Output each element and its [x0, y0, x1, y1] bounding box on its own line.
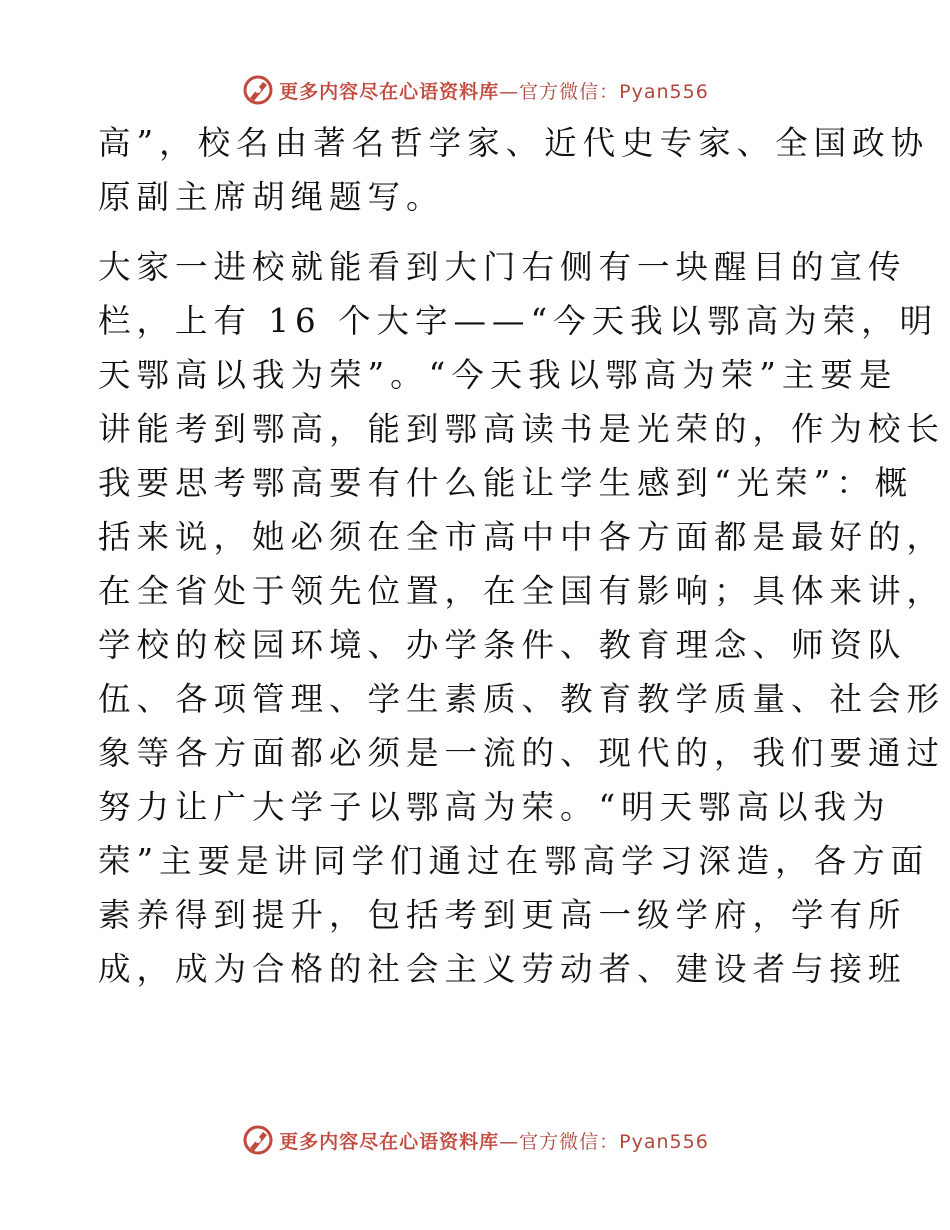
- header-wechat-text: 官方微信：Pyan556: [519, 80, 709, 103]
- footer-wechat-text: 官方微信：Pyan556: [519, 1130, 709, 1153]
- text-line: 荣”主要是讲同学们通过在鄂高学习深造，各方面: [98, 842, 930, 880]
- text-line: 象等各方面都必须是一流的、现代的，我们要通过: [98, 734, 946, 772]
- document-body: [98, 116, 946, 996]
- text-line: 伍、各项管理、学生素质、教育教学质量、社会形: [98, 680, 946, 718]
- pen-circle-icon: [241, 1123, 275, 1157]
- text-line: 大家一进校就能看到大门右侧有一块醒目的宣传: [98, 248, 907, 286]
- text-line: 在全省处于领先位置，在全国有影响；具体来讲，: [98, 572, 946, 610]
- header-site-text: 更多内容尽在心语资料库: [279, 80, 500, 103]
- text-line: 原副主席胡绳题写。: [98, 178, 445, 216]
- footer-site-text: 更多内容尽在心语资料库: [279, 1130, 500, 1153]
- text-line: 栏，上有 16 个大字——“今天我以鄂高为荣，明: [98, 302, 939, 340]
- footer-banner: [0, 1118, 950, 1162]
- paragraph-2: [98, 240, 946, 996]
- footer-dash: —: [499, 1130, 520, 1153]
- header-text: [279, 77, 709, 104]
- text-line: 天鄂高以我为荣”。“今天我以鄂高为荣”主要是: [98, 356, 898, 394]
- text-line: 素养得到提升，包括考到更高一级学府，学有所: [98, 896, 907, 934]
- text-line: 努力让广大学子以鄂高为荣。“明天鄂高以我为: [98, 788, 891, 826]
- text-line: 我要思考鄂高要有什么能让学生感到“光荣”：概: [98, 464, 914, 502]
- text-line: 讲能考到鄂高，能到鄂高读书是光荣的，作为校长: [98, 410, 946, 448]
- header-banner: [0, 68, 950, 112]
- footer-text: [279, 1127, 709, 1154]
- pen-circle-icon: [241, 73, 275, 107]
- text-line: 高”，校名由著名哲学家、近代史专家、全国政协: [98, 124, 930, 162]
- paragraph-1: [98, 116, 930, 224]
- header-dash: —: [499, 80, 520, 103]
- text-line: 括来说，她必须在全市高中中各方面都是最好的，: [98, 518, 946, 556]
- text-line: 学校的校园环境、办学条件、教育理念、师资队: [98, 626, 907, 664]
- text-line: 成，成为合格的社会主义劳动者、建设者与接班: [98, 950, 907, 988]
